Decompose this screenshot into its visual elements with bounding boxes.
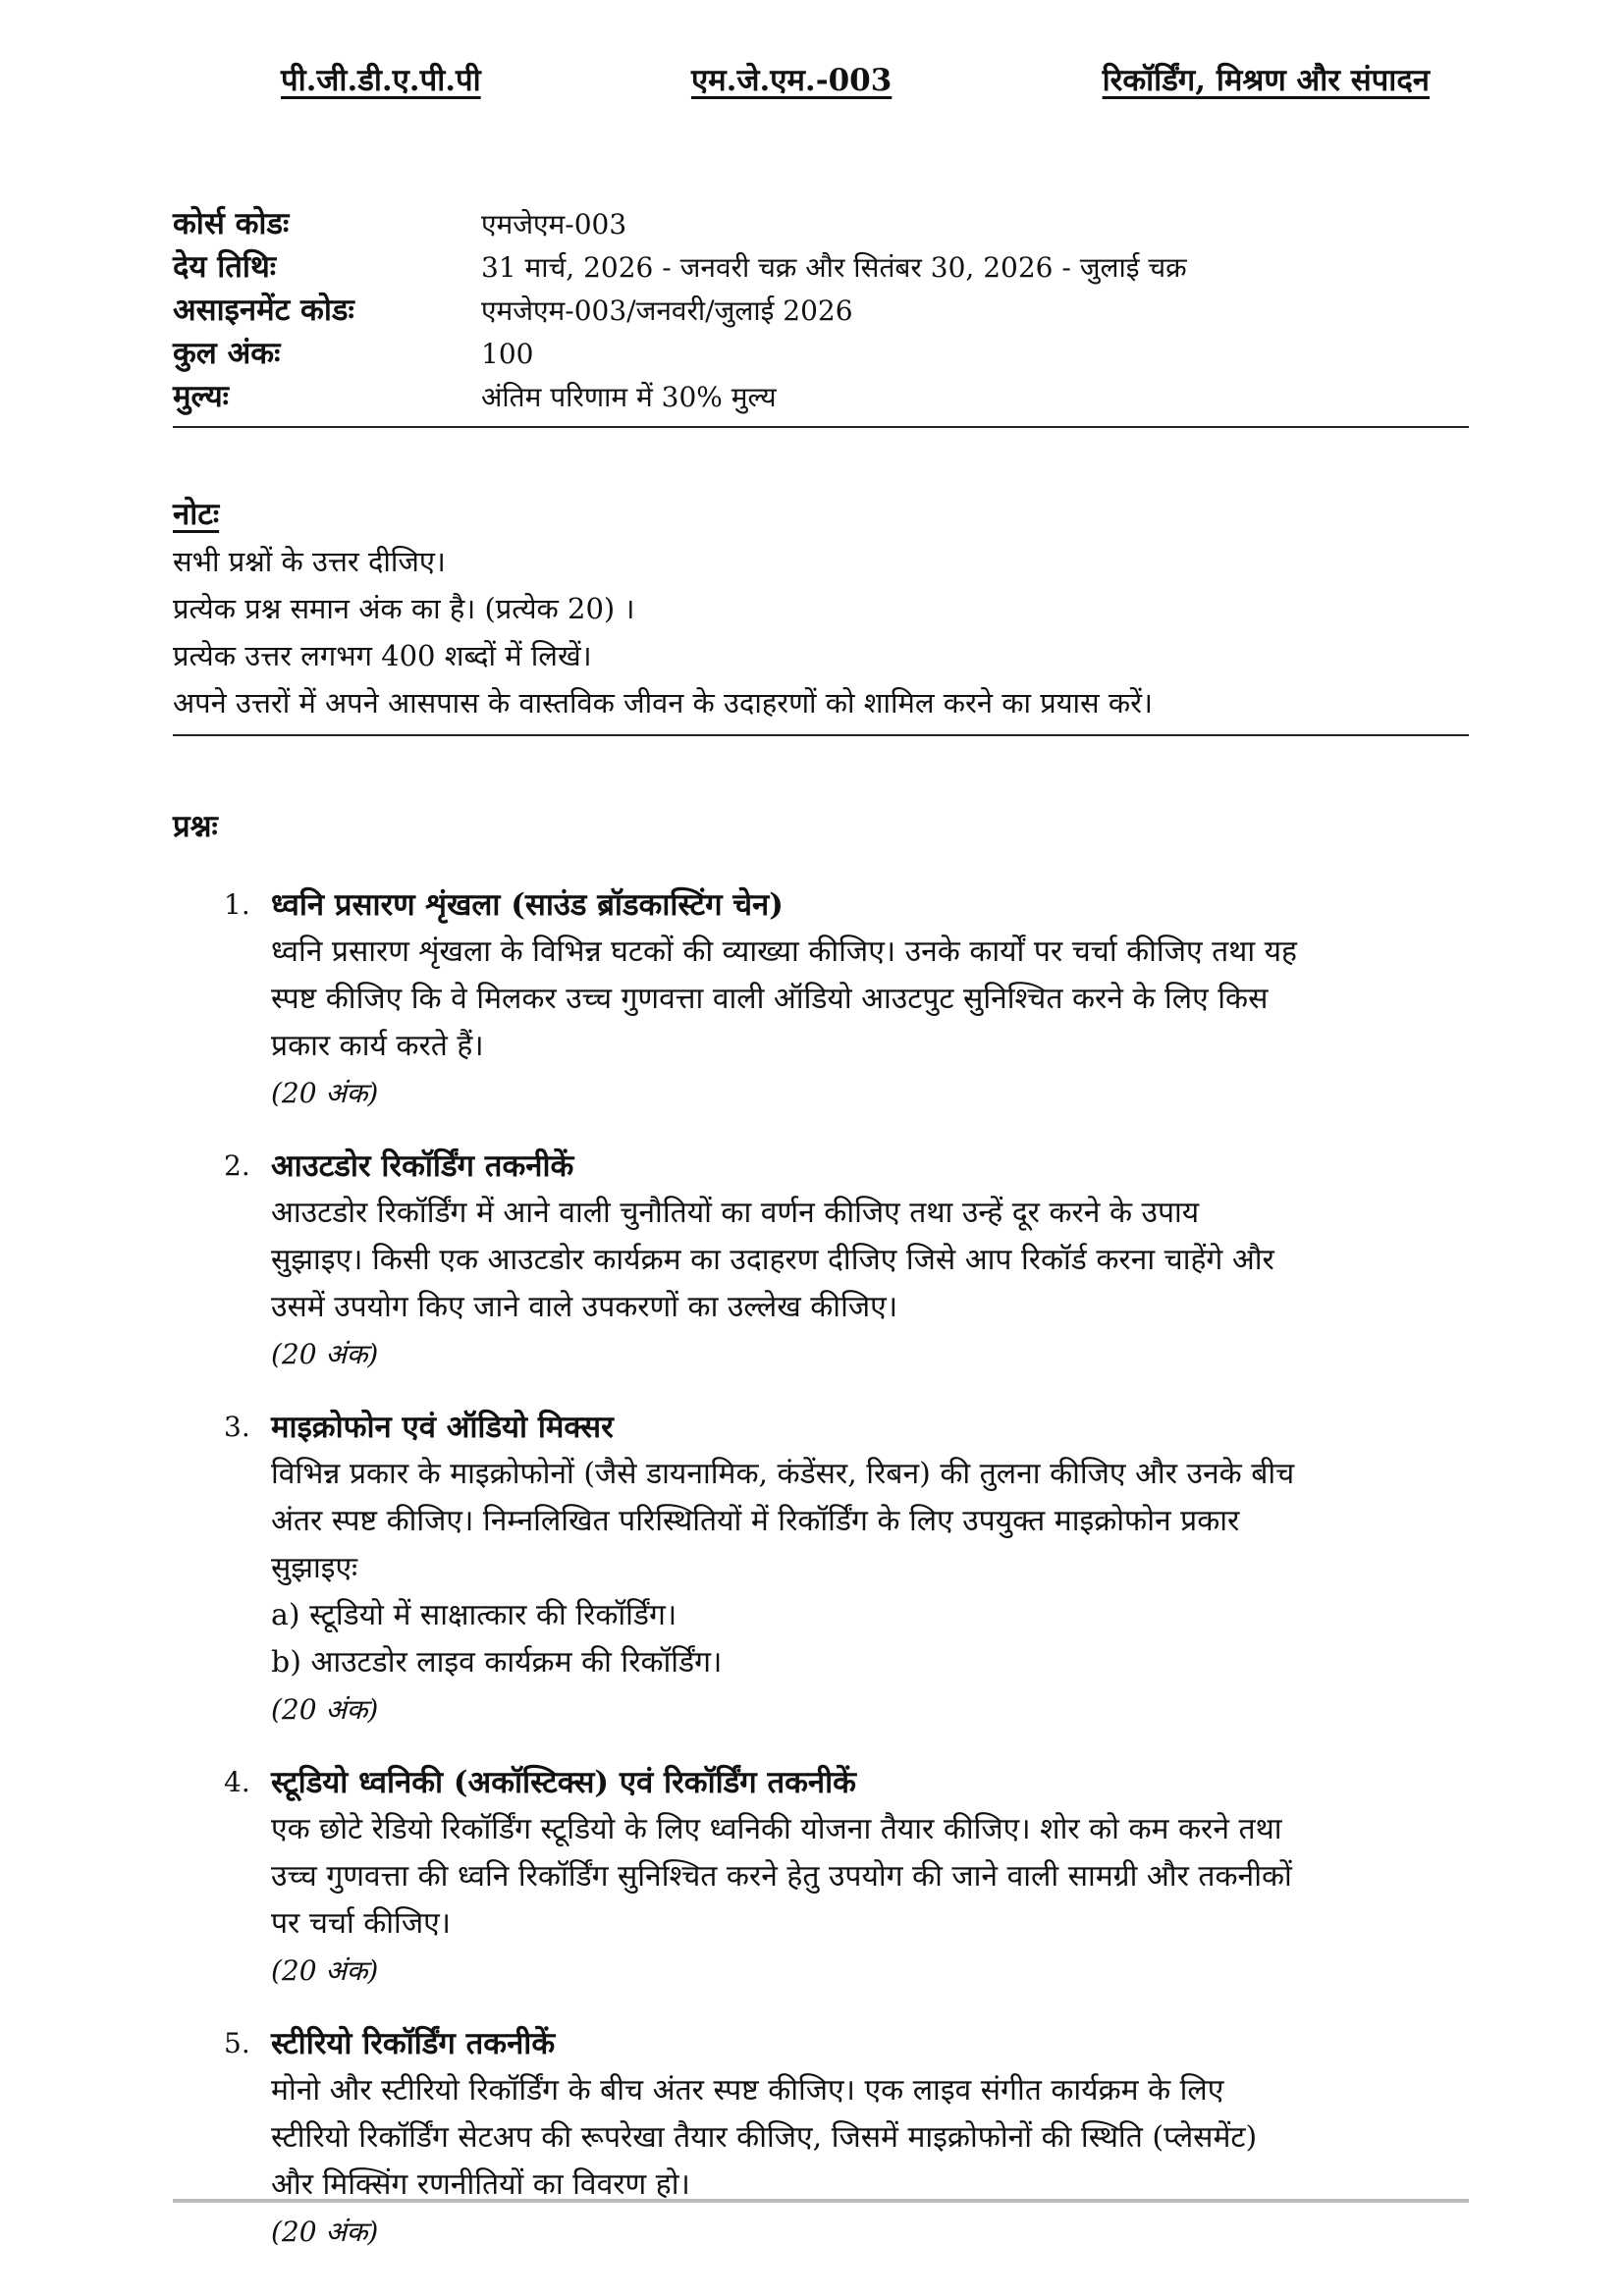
question-line: एक छोटे रेडियो रिकॉर्डिंग स्टूडियो के लिए ध्वनिकी योजना तैयार कीजिए। शोर को कम करने तथा <box>271 1812 1282 1846</box>
question-line: अंतर स्पष्ट कीजिए। निम्नलिखित परिस्थितियों में रिकॉर्डिंग के लिए उपयुक्त माइक्रोफोन प्रकार <box>271 1504 1240 1538</box>
question-line: सुझाइए। किसी एक आउटडोर कार्यक्रम का उदाहरण दीजिए जिसे आप रिकॉर्ड करना चाहेंगे और <box>271 1243 1274 1277</box>
note-line: अपने उत्तरों में अपने आसपास के वास्तविक जीवन के उदाहरणों को शामिल करने का प्रयास करें। <box>173 686 1153 720</box>
note-section <box>173 493 1469 736</box>
question-body <box>271 1404 1469 1734</box>
question-body <box>271 2020 1469 2256</box>
meta-value: एमजेएम-003/जनवरी/जुलाई 2026 <box>481 294 853 327</box>
question-line: सुझाइएः <box>271 1551 358 1585</box>
note-divider <box>173 734 1469 736</box>
course-meta <box>173 202 1469 428</box>
question-number: 5. <box>224 2027 250 2059</box>
question-marks: (20 अंक) <box>271 1077 379 1109</box>
question-line: स्टीरियो रिकॉर्डिंग सेटअप की रूपरेखा तैयार कीजिए, जिसमें माइक्रोफोनों की स्थिति (प्लेसमेंट) <box>271 2120 1258 2155</box>
question-marks: (20 अंक) <box>271 1693 379 1726</box>
question-number: 3. <box>224 1411 250 1443</box>
question-item <box>173 1404 1469 1734</box>
program-name: पी.जी.डी.ए.पी.पी <box>281 63 481 98</box>
question-marks: (20 अंक) <box>271 2216 379 2248</box>
meta-label: मुल्यः <box>173 379 229 414</box>
question-body <box>271 1143 1469 1378</box>
question-title: माइक्रोफोन एवं ऑडियो मिक्सर <box>271 1410 614 1445</box>
question-body <box>271 1759 1469 1995</box>
question-marks: (20 अंक) <box>271 1338 379 1370</box>
meta-value: 100 <box>481 338 534 370</box>
meta-label: कुल अंकः <box>173 336 281 371</box>
question-title: आउटडोर रिकॉर्डिंग तकनीकें <box>271 1148 574 1184</box>
question-number: 2. <box>224 1149 250 1182</box>
questions-heading: प्रश्नः <box>173 809 218 844</box>
meta-label: कोर्स कोडः <box>173 206 290 241</box>
question-title: स्टूडियो ध्वनिकी (अकॉस्टिक्स) एवं रिकॉर्डिंग तकनीकें <box>271 1765 856 1800</box>
question-line: स्पष्ट कीजिए कि वे मिलकर उच्च गुणवत्ता वाली ऑडियो आउटपुट सुनिश्चित करने के लिए किस <box>271 982 1269 1016</box>
note-title: नोटः <box>173 497 220 532</box>
question-list <box>173 881 1469 2256</box>
question-line: ध्वनि प्रसारण शृंखला के विभिन्न घटकों की व्याख्या कीजिए। उनके कार्यों पर चर्चा कीजिए तथा यह <box>271 934 1297 969</box>
meta-row-weightage <box>173 375 1469 418</box>
meta-row-course-code <box>173 202 1469 245</box>
question-marks: (20 अंक) <box>271 1954 379 1987</box>
document-page <box>173 59 1469 2281</box>
question-item <box>173 1143 1469 1378</box>
question-line: और मिक्सिंग रणनीतियों का विवरण हो। <box>271 2167 690 2202</box>
note-line: सभी प्रश्नों के उत्तर दीजिए। <box>173 545 446 578</box>
question-number: 4. <box>224 1766 250 1798</box>
question-line: विभिन्न प्रकार के माइक्रोफोनों (जैसे डायनामिक, कंडेंसर, रिबन) की तुलना कीजिए और उनके बीच <box>271 1457 1295 1491</box>
meta-value: एमजेएम-003 <box>481 208 627 240</box>
course-title: रिकॉर्डिंग, मिश्रण और संपादन <box>1102 63 1430 98</box>
meta-value: अंतिम परिणाम में 30% मुल्य <box>481 381 777 413</box>
question-line: आउटडोर रिकॉर्डिंग में आने वाली चुनौतियों का वर्णन कीजिए तथा उन्हें दूर करने के उपाय <box>271 1196 1200 1230</box>
question-title: स्टीरियो रिकॉर्डिंग तकनीकें <box>271 2026 556 2061</box>
note-line: प्रत्येक उत्तर लगभग 400 शब्दों में लिखें। <box>173 639 592 672</box>
meta-label: असाइनमेंट कोडः <box>173 293 354 328</box>
note-line: प्रत्येक प्रश्न समान अंक का है। (प्रत्येक 20) । <box>173 592 635 625</box>
meta-row-total-marks <box>173 332 1469 375</box>
meta-row-assignment-code <box>173 289 1469 332</box>
question-subitem-a: a) स्टूडियो में साक्षात्कार की रिकॉर्डिंग। <box>271 1598 677 1632</box>
question-item <box>173 1759 1469 1995</box>
question-item <box>173 881 1469 1117</box>
meta-row-due-date <box>173 245 1469 289</box>
question-number: 1. <box>224 888 250 921</box>
meta-value: 31 मार्च, 2026 - जनवरी चक्र और सितंबर 30, 2026 - जुलाई चक्र <box>481 251 1187 284</box>
question-line: प्रकार कार्य करते हैं। <box>271 1029 484 1063</box>
meta-divider <box>173 426 1469 428</box>
question-line: मोनो और स्टीरियो रिकॉर्डिंग के बीच अंतर स्पष्ट कीजिए। एक लाइव संगीत कार्यक्रम के लिए <box>271 2073 1224 2108</box>
question-title: ध्वनि प्रसारण शृंखला (साउंड ब्रॉडकास्टिंग चेन) <box>271 887 784 923</box>
document-header <box>173 59 1469 126</box>
question-line: पर चर्चा कीजिए। <box>271 1906 452 1941</box>
question-line: उसमें उपयोग किए जाने वाले उपकरणों का उल्लेख कीजिए। <box>271 1290 898 1324</box>
question-subitem-b: b) आउटडोर लाइव कार्यक्रम की रिकॉर्डिंग। <box>271 1645 723 1680</box>
course-code-header: एम.जे.एम.-003 <box>690 63 893 98</box>
footer-divider <box>173 2199 1469 2203</box>
question-body <box>271 881 1469 1117</box>
meta-label: देय तिथिः <box>173 249 277 285</box>
question-item <box>173 2020 1469 2256</box>
question-line: उच्च गुणवत्ता की ध्वनि रिकॉर्डिंग सुनिश्चित करने हेतु उपयोग की जाने वाली सामग्री और तकनीकों <box>271 1859 1292 1894</box>
